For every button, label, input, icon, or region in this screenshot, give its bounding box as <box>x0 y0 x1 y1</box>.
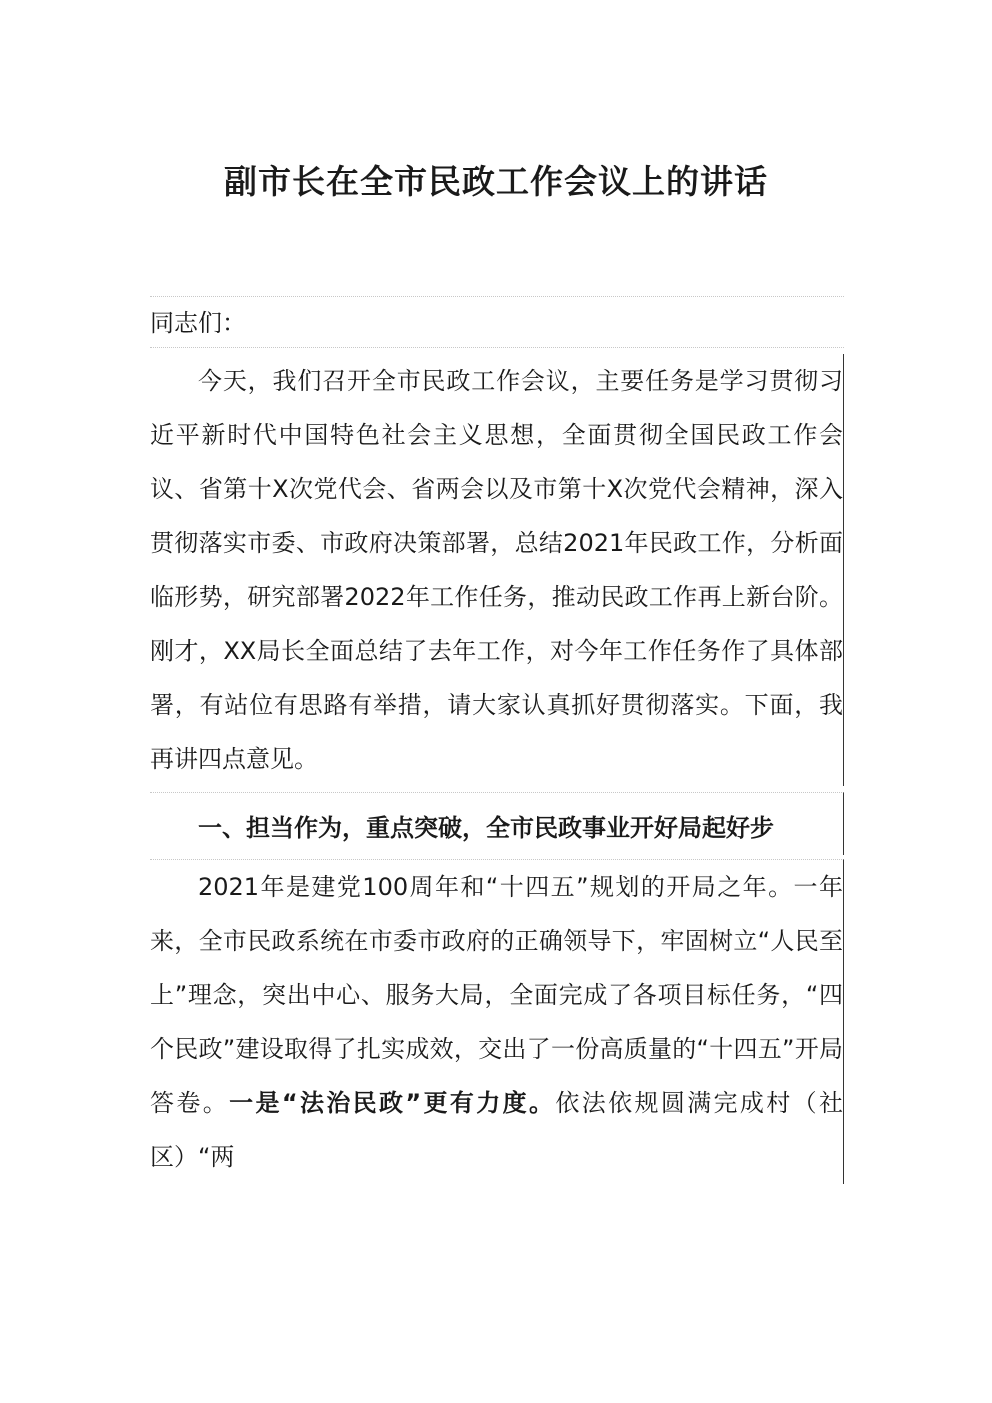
intro-paragraph: 今天，我们召开全市民政工作会议，主要任务是学习贯彻习近平新时代中国特色社会主义思想，全面贯彻全国民政工作会议、省第十X次党代会、省两会以及市第十X次党代会精神，深入贯彻落实市委、市政府决策部署，总结2021年民政工作，分析面临形势，研究部署2022年工作任务，推动民政工作再上新台阶。刚才，XX局长全面总结了去年工作，对今年工作任务作了具体部署，有站位有思路有举措，请大家认真抓好贯彻落实。下面，我再讲四点意见。 <box>150 354 844 786</box>
section-text-b: 依法依规圆满完成村（社区）“两 <box>150 1089 844 1171</box>
section-bold-phrase: 一是“法治民政”更有力度。 <box>229 1089 556 1117</box>
section-paragraph <box>150 859 844 1184</box>
document-body <box>150 296 844 1184</box>
section-text-a: 2021年是建党100周年和“十四五”规划的开局之年。一年来，全市民政系统在市委市政府的正确领导下，牢固树立“人民至上”理念，突出中心、服务大局，全面完成了各项目标任务，“四个民政”建设取得了扎实成效，交出了一份高质量的“十四五”开局答卷。 <box>150 873 843 1117</box>
document-title: 副市长在全市民政工作会议上的讲话 <box>224 162 768 201</box>
section-heading: 一、担当作为，重点突破，全市民政事业开好局起好步 <box>150 792 844 855</box>
salutation: 同志们： <box>150 296 844 348</box>
